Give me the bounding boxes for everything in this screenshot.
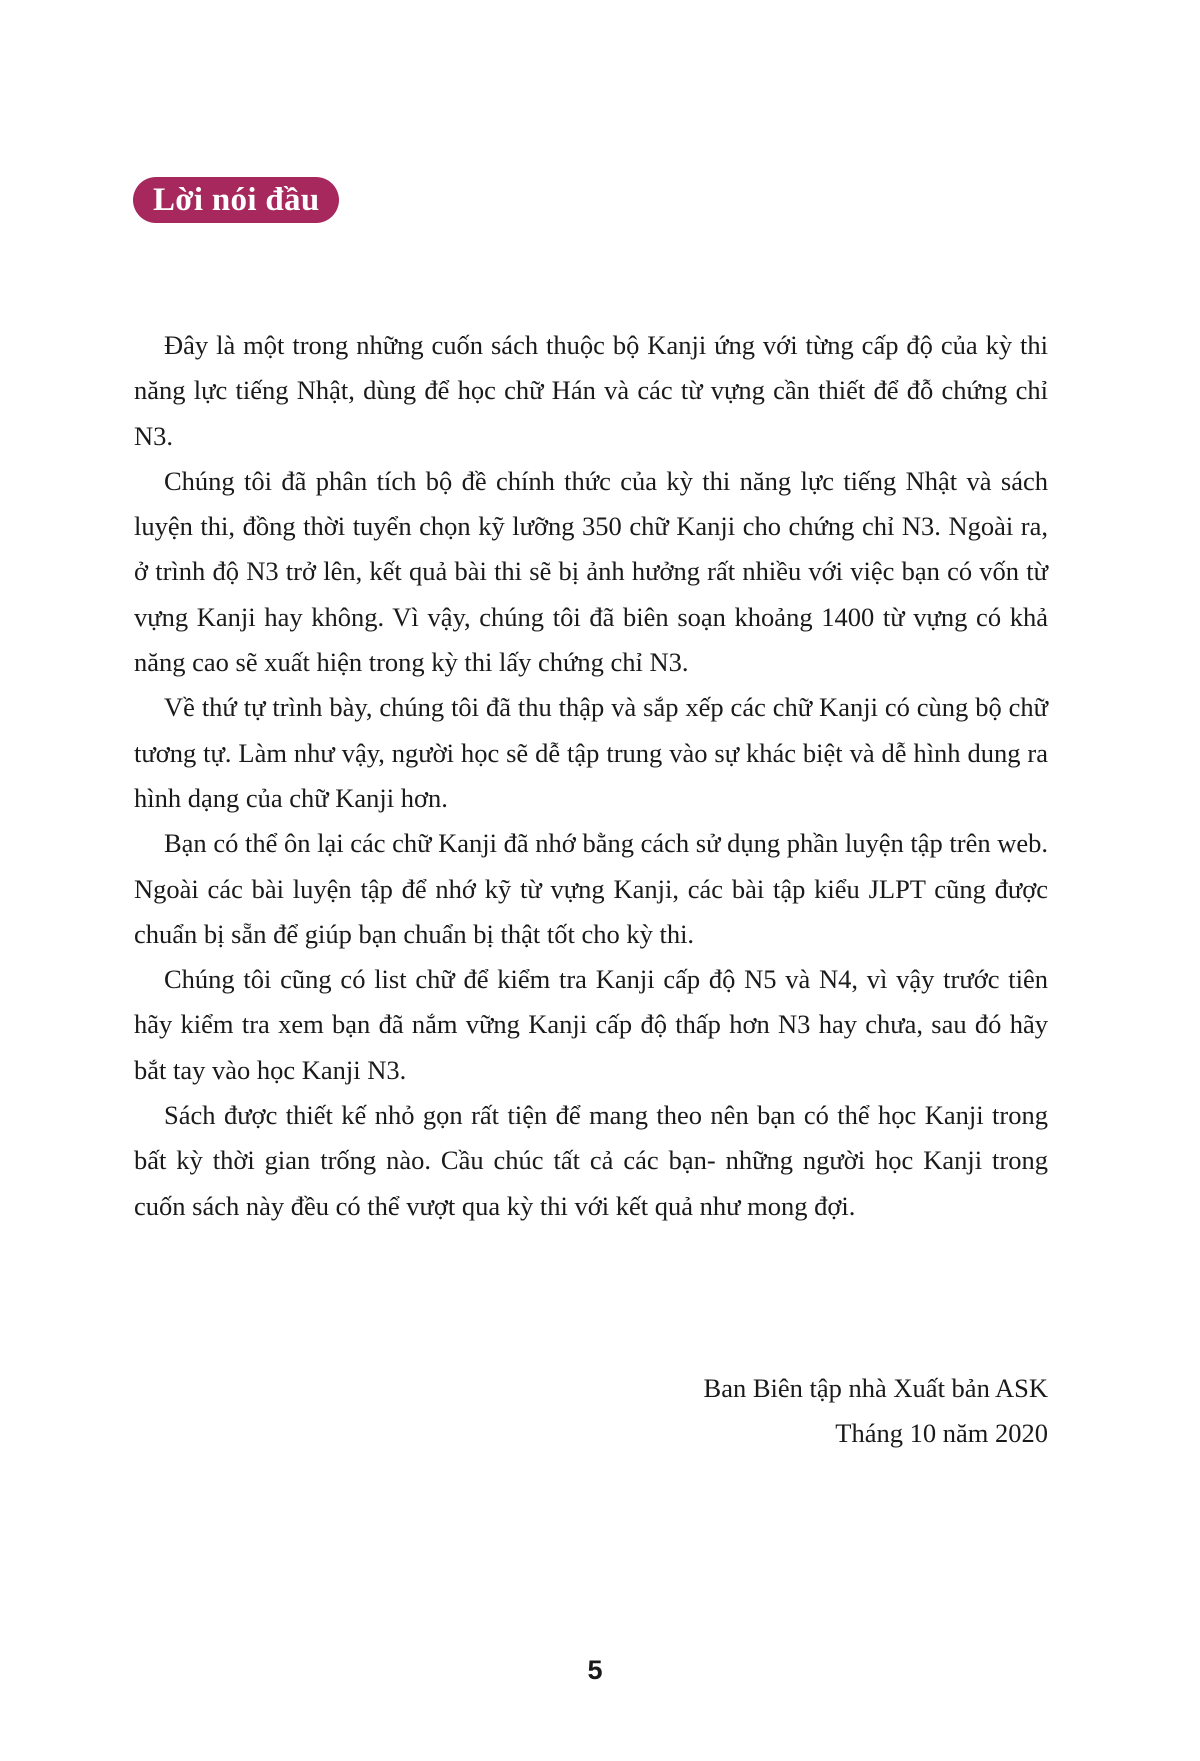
publisher-name: Ban Biên tập nhà Xuất bản ASK <box>703 1373 1048 1403</box>
publish-date: Tháng 10 năm 2020 <box>835 1418 1048 1449</box>
section-heading: Lời nói đầu <box>133 177 339 223</box>
paragraph: Chúng tôi đã phân tích bộ đề chính thức của kỳ thi năng lực tiếng Nhật và sách luyện thi, đồng thời tuyển chọn kỹ lưỡng 350 chữ Kanji cho chứng chỉ N3. Ngoài ra, ở trình độ N3 trở lên, kết quả bài thi sẽ bị ảnh hưởng rất nhiều với việc bạn có vốn từ vựng Kanji hay không. Vì vậy, chúng tôi đã biên soạn khoảng 1400 từ vựng có khả năng cao sẽ xuất hiện trong kỳ thi lấy chứng chỉ N3. <box>134 465 1048 678</box>
page-number: 5 <box>587 1655 603 1685</box>
paragraph: Sách được thiết kế nhỏ gọn rất tiện để mang theo nên bạn có thể học Kanji trong bất kỳ thời gian trống nào. Cầu chúc tất cả các bạn- những người học Kanji trong cuốn sách này đều có thể vượt qua kỳ thi với kết quả như mong đợi. <box>134 1100 1048 1221</box>
paragraph: Về thứ tự trình bày, chúng tôi đã thu thập và sắp xếp các chữ Kanji có cùng bộ chữ tương tự. Làm như vậy, người học sẽ dễ tập trung vào sự khác biệt và dễ hình dung ra hình dạng của chữ Kanji hơn. <box>134 692 1048 813</box>
paragraph: Chúng tôi cũng có list chữ để kiểm tra Kanji cấp độ N5 và N4, vì vậy trước tiên hãy kiểm tra xem bạn đã nắm vững Kanji cấp độ thấp hơn N3 hay chưa, sau đó hãy bắt tay vào học Kanji N3. <box>134 964 1048 1085</box>
paragraph: Đây là một trong những cuốn sách thuộc bộ Kanji ứng với từng cấp độ của kỳ thi năng lực tiếng Nhật, dùng để học chữ Hán và các từ vựng cần thiết để đỗ chứng chỉ N3. <box>134 330 1048 451</box>
paragraph: Bạn có thể ôn lại các chữ Kanji đã nhớ bằng cách sử dụng phần luyện tập trên web. Ngoài các bài luyện tập để nhớ kỹ từ vựng Kanji, các bài tập kiểu JLPT cũng được chuẩn bị sẵn để giúp bạn chuẩn bị thật tốt cho kỳ thi. <box>134 828 1048 949</box>
preface-body <box>134 323 1048 1229</box>
signature-block <box>704 1366 1048 1457</box>
